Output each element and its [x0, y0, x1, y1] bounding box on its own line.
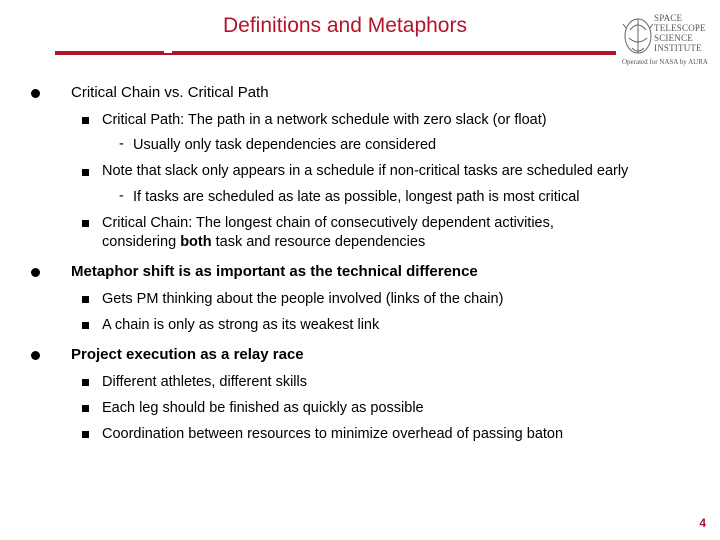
- item-bullet: [82, 379, 89, 386]
- section-heading: Project execution as a relay race: [71, 346, 304, 363]
- logo-line-science: SCIENCE: [654, 33, 693, 43]
- logo-operated-by: Operated for NASA by AURA: [622, 58, 708, 66]
- list-item: Different athletes, different skills: [102, 374, 307, 390]
- item-bullet: [82, 405, 89, 412]
- slide-title: Definitions and Metaphors: [223, 14, 467, 37]
- logo-line-institute: INSTITUTE: [654, 43, 702, 53]
- section-bullet: [31, 268, 40, 277]
- item-bullet: [82, 296, 89, 303]
- logo-line-telescope: TELESCOPE: [654, 23, 706, 33]
- section-bullet: [31, 89, 40, 98]
- item-bullet: [82, 220, 89, 227]
- sub-list-item: Usually only task dependencies are considered: [133, 137, 437, 153]
- section-bullet: [31, 351, 40, 360]
- list-item: Gets PM thinking about the people involved (links of the chain): [102, 291, 504, 307]
- list-item: Critical Chain: The longest chain of consecutively dependent activities,: [102, 215, 554, 231]
- list-item: Coordination between resources to minimize overhead of passing baton: [102, 426, 564, 442]
- section-heading: Metaphor shift is as important as the technical difference: [71, 263, 478, 280]
- emphasis-text: both: [180, 234, 212, 250]
- section-heading: Critical Chain vs. Critical Path: [71, 84, 269, 101]
- sub-list-item: If tasks are scheduled as late as possible, longest path is most critical: [133, 189, 580, 205]
- sub-item-dash: -: [119, 136, 124, 152]
- list-item-text: task and resource dependencies: [211, 234, 426, 250]
- list-item: Note that slack only appears in a schedule if non-critical tasks are scheduled early: [102, 163, 629, 179]
- list-item: Each leg should be finished as quickly as possible: [102, 400, 424, 416]
- list-item-continuation: [102, 234, 425, 250]
- item-bullet: [82, 431, 89, 438]
- logo-line-space: SPACE: [654, 13, 683, 23]
- title-underline: [55, 51, 616, 55]
- sub-item-dash: -: [119, 188, 124, 204]
- item-bullet: [82, 322, 89, 329]
- title-underline-gap: [164, 51, 172, 53]
- list-item: A chain is only as strong as its weakest link: [102, 317, 380, 333]
- list-item-text: considering: [102, 234, 181, 250]
- page-number: 4: [699, 516, 706, 530]
- list-item: Critical Path: The path in a network schedule with zero slack (or float): [102, 112, 547, 128]
- item-bullet: [82, 169, 89, 176]
- item-bullet: [82, 117, 89, 124]
